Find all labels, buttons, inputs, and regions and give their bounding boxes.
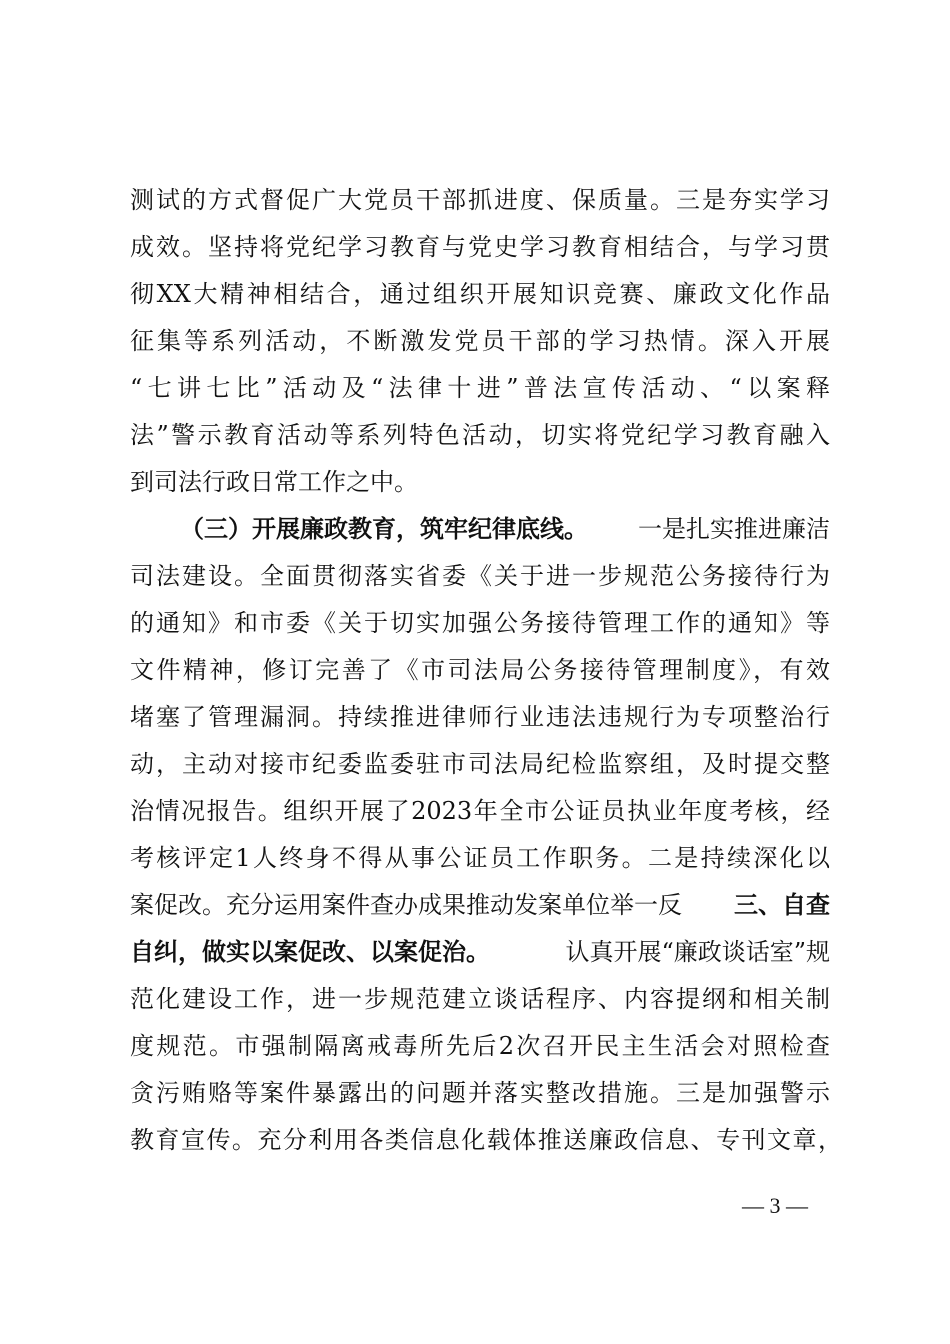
paragraph-2-line-1-rest: 一是扎实推进廉洁	[638, 515, 830, 543]
paragraph-2-line-10	[130, 932, 830, 972]
page-number: — 3 —	[742, 1193, 808, 1218]
paragraph-2-line-6: 动，主动对接市纪委监委驻市司法局纪检监察组，及时提交整	[130, 750, 830, 778]
paragraph-2-line-13: 贪污贿赂等案件暴露出的问题并落实整改措施。三是加强警示	[130, 1079, 830, 1107]
paragraph-2-line-3: 的通知》和市委《关于切实加强公务接待管理工作的通知》等	[130, 609, 830, 637]
paragraph-1-line-6: 法”警示教育活动等系列特色活动，切实将党纪学习教育融入	[130, 421, 830, 449]
paragraph-1-line-3: 彻XX大精神相结合，通过组织开展知识竞赛、廉政文化作品	[130, 280, 830, 308]
paragraph-1-line-2: 成效。坚持将党纪学习教育与党史学习教育相结合，与学习贯	[130, 233, 830, 261]
paragraph-2-line-8: 考核评定1人终身不得从事公证员工作职务。二是持续深化以	[130, 844, 830, 872]
paragraph-2-line-4: 文件精神，修订完善了《市司法局公务接待管理制度》，有效	[130, 656, 830, 684]
paragraph-2-line-2: 司法建设。全面贯彻落实省委《关于进一步规范公务接待行为	[130, 562, 830, 590]
paragraph-1-line-4: 征集等系列活动，不断激发党员干部的学习热情。深入开展	[130, 327, 830, 355]
paragraph-2-line-11: 范化建设工作，进一步规范建立谈话程序、内容提纲和相关制	[130, 985, 830, 1013]
paragraph-2-line-10-bold: 自纠，做实以案促改、以案促治。	[130, 938, 490, 966]
paragraph-2-line-10-plain: 认真开展“廉政谈话室”规	[565, 938, 830, 966]
paragraph-2-line-14: 教育宣传。充分利用各类信息化载体推送廉政信息、专刊文章，	[130, 1126, 842, 1154]
paragraph-2-line-9-plain: 案促改。充分运用案件查办成果推动发案单位举一反	[130, 891, 682, 919]
paragraph-2-line-7: 治情况报告。组织开展了2023年全市公证员执业年度考核，经	[130, 797, 830, 825]
paragraph-2-line-1	[180, 509, 830, 549]
paragraph-1-line-5: “七讲七比”活动及“法律十进”普法宣传活动、“以案释	[130, 374, 830, 402]
paragraph-2-line-9	[130, 885, 830, 925]
paragraph-2-line-12: 度规范。市强制隔离戒毒所先后2次召开民主生活会对照检查	[130, 1032, 830, 1060]
paragraph-2-line-5: 堵塞了管理漏洞。持续推进律师行业违法违规行为专项整治行	[130, 703, 830, 731]
paragraph-2-line-9-bold: 三、自查	[734, 891, 830, 919]
section-heading: （三）开展廉政教育，筑牢纪律底线。	[180, 515, 588, 543]
paragraph-1-line-7: 到司法行政日常工作之中。	[130, 468, 418, 496]
paragraph-1-line-1: 测试的方式督促广大党员干部抓进度、保质量。三是夯实学习	[130, 186, 830, 214]
